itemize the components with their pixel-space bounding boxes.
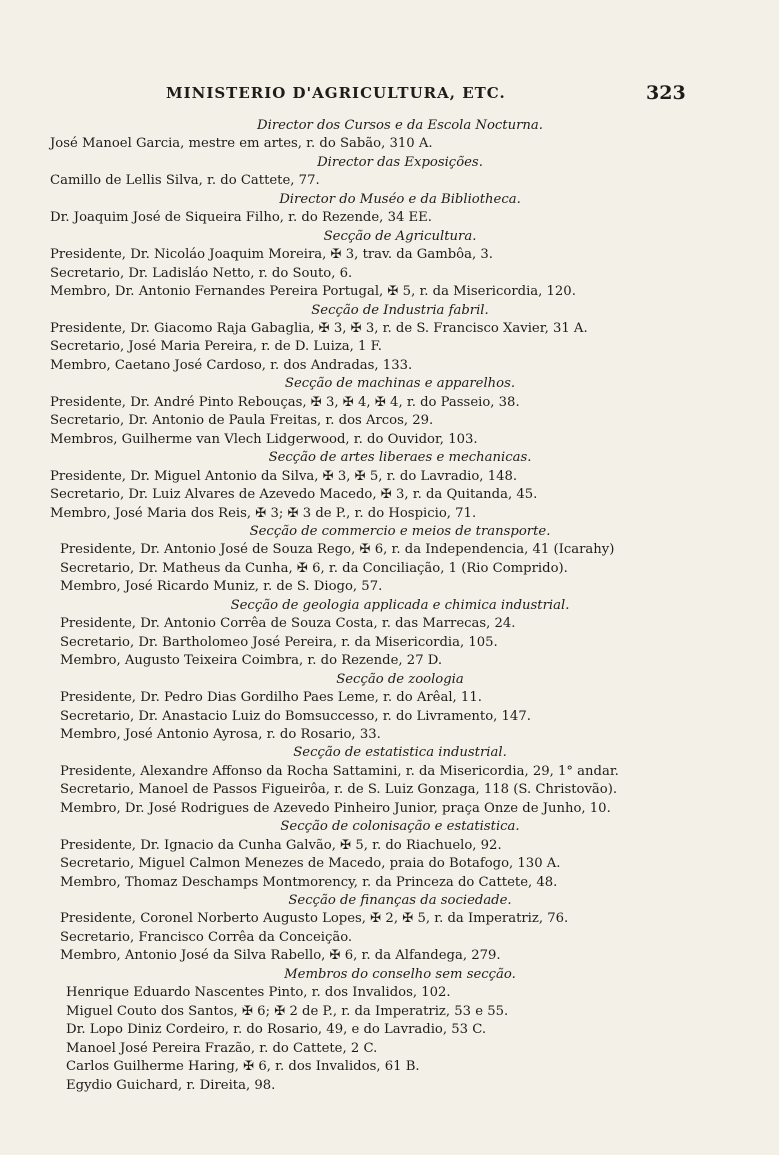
directory-entry: Membro, José Maria dos Reis, ✠ 3; ✠ 3 de P., r. do Hospicio, 71. bbox=[50, 505, 477, 521]
directory-entry: Egydio Guichard, r. Direita, 98. bbox=[66, 1077, 276, 1093]
directory-entry: Presidente, Coronel Norberto Augusto Lopes, ✠ 2, ✠ 5, r. da Imperatriz, 76. bbox=[60, 911, 569, 927]
directory-listing bbox=[50, 117, 750, 1095]
directory-entry: Miguel Couto dos Santos, ✠ 6; ✠ 2 de P., r. da Imperatriz, 53 e 55. bbox=[66, 1003, 509, 1019]
directory-entry: Secretario, Dr. Matheus da Cunha, ✠ 6, r. da Conciliação, 1 (Rio Comprido). bbox=[60, 560, 568, 576]
directory-entry: Secretario, Dr. Antonio de Paula Freitas, r. dos Arcos, 29. bbox=[50, 413, 434, 429]
directory-entry: Presidente, Dr. Giacomo Raja Gabaglia, ✠ 3, ✠ 3, r. de S. Francisco Xavier, 31 A. bbox=[50, 320, 588, 336]
directory-entry: Henrique Eduardo Nascentes Pinto, r. dos Invalidos, 102. bbox=[66, 985, 451, 1001]
section-heading: Secção de estatistica industrial. bbox=[293, 745, 507, 761]
directory-entry: José Manoel Garcia, mestre em artes, r. do Sabão, 310 A. bbox=[50, 136, 433, 152]
directory-entry: Camillo de Lellis Silva, r. do Cattete, 77. bbox=[50, 173, 320, 189]
directory-entry: Presidente, Dr. Nicoláo Joaquim Moreira, ✠ 3, trav. da Gambôa, 3. bbox=[50, 247, 493, 263]
directory-entry: Membros, Guilherme van Vlech Lidgerwood, r. do Ouvidor, 103. bbox=[50, 431, 478, 447]
directory-entry: Secretario, José Maria Pereira, r. de D. Luiza, 1 F. bbox=[50, 339, 382, 355]
directory-entry: Presidente, Dr. Ignacio da Cunha Galvão, ✠ 5, r. do Riachuelo, 92. bbox=[60, 837, 502, 853]
directory-entry: Dr. Lopo Diniz Cordeiro, r. do Rosario, 49, e do Lavradio, 53 C. bbox=[66, 1022, 487, 1038]
directory-entry: Secretario, Dr. Anastacio Luiz do Bomsuccesso, r. do Livramento, 147. bbox=[60, 708, 531, 724]
section-heading: Secção de zoologia bbox=[336, 671, 464, 687]
directory-entry: Membro, José Ricardo Muniz, r. de S. Diogo, 57. bbox=[60, 579, 383, 595]
directory-entry: Secretario, Miguel Calmon Menezes de Macedo, praia do Botafogo, 130 A. bbox=[60, 856, 561, 872]
directory-entry: Membro, Dr. José Rodrigues de Azevedo Pinheiro Junior, praça Onze de Junho, 10. bbox=[60, 800, 611, 816]
directory-entry: Presidente, Alexandre Affonso da Rocha Sattamini, r. da Misericordia, 29, 1° andar. bbox=[60, 763, 619, 779]
directory-entry: Manoel José Pereira Frazão, r. do Cattete, 2 C. bbox=[66, 1040, 378, 1056]
section-heading: Secção de commercio e meios de transporte. bbox=[249, 523, 551, 539]
directory-entry: Presidente, Dr. Antonio Corrêa de Souza Costa, r. das Marrecas, 24. bbox=[60, 616, 516, 632]
page-number: 323 bbox=[646, 82, 686, 104]
directory-entry: Presidente, Dr. Pedro Dias Gordilho Paes Leme, r. do Arêal, 11. bbox=[60, 690, 482, 706]
directory-entry: Secretario, Manoel de Passos Figueirôa, r. de S. Luiz Gonzaga, 118 (S. Christovão). bbox=[60, 782, 618, 798]
section-heading: Membros do conselho sem secção. bbox=[284, 966, 516, 982]
section-heading: Secção de finanças da sociedade. bbox=[288, 893, 512, 909]
section-heading: Director dos Cursos e da Escola Nocturna. bbox=[257, 118, 543, 133]
directory-entry: Secretario, Dr. Ladisláo Netto, r. do Souto, 6. bbox=[50, 265, 353, 281]
directory-entry: Membro, Dr. Antonio Fernandes Pereira Portugal, ✠ 5, r. da Misericordia, 120. bbox=[50, 284, 576, 300]
directory-entry: Secretario, Dr. Bartholomeo José Pereira, r. da Misericordia, 105. bbox=[60, 634, 498, 650]
section-heading: Secção de artes liberaes e mechanicas. bbox=[268, 450, 532, 466]
section-heading: Secção de Industria fabril. bbox=[311, 302, 489, 318]
section-heading: Secção de Agricultura. bbox=[323, 228, 477, 244]
directory-entry: Membro, Thomaz Deschamps Montmorency, r. da Princeza do Cattete, 48. bbox=[60, 874, 558, 890]
running-title: MINISTERIO D'AGRICULTURA, ETC. bbox=[166, 84, 506, 102]
directory-entry: Membro, Antonio José da Silva Rabello, ✠ 6, r. da Alfandega, 279. bbox=[60, 948, 501, 964]
section-heading: Secção de colonisação e estatistica. bbox=[280, 819, 520, 835]
directory-entry: Dr. Joaquim José de Siqueira Filho, r. do Rezende, 34 EE. bbox=[50, 210, 432, 226]
section-heading: Secção de geologia applicada e chimica industrial. bbox=[230, 597, 570, 613]
directory-entry: Carlos Guilherme Haring, ✠ 6, r. dos Invalidos, 61 B. bbox=[66, 1059, 420, 1075]
directory-entry: Membro, José Antonio Ayrosa, r. do Rosario, 33. bbox=[60, 726, 381, 742]
directory-entry: Secretario, Francisco Corrêa da Conceição. bbox=[60, 929, 353, 945]
section-heading: Secção de machinas e apparelhos. bbox=[284, 376, 516, 392]
directory-entry: Presidente, Dr. Antonio José de Souza Rego, ✠ 6, r. da Independencia, 41 (Icarahy) bbox=[60, 542, 615, 558]
directory-entry: Presidente, Dr. Miguel Antonio da Silva, ✠ 3, ✠ 5, r. do Lavradio, 148. bbox=[50, 468, 518, 484]
directory-entry: Membro, Augusto Teixeira Coimbra, r. do Rezende, 27 D. bbox=[60, 653, 443, 669]
section-heading: Director do Muséo e da Bibliotheca. bbox=[279, 191, 521, 207]
section-heading: Director das Exposições. bbox=[317, 154, 483, 170]
page-header bbox=[0, 82, 779, 110]
directory-entry: Presidente, Dr. André Pinto Rebouças, ✠ 3, ✠ 4, ✠ 4, r. do Passeio, 38. bbox=[50, 394, 520, 410]
directory-entry: Secretario, Dr. Luiz Alvares de Azevedo Macedo, ✠ 3, r. da Quitanda, 45. bbox=[50, 487, 538, 503]
directory-entry: Membro, Caetano José Cardoso, r. dos Andradas, 133. bbox=[50, 357, 413, 373]
